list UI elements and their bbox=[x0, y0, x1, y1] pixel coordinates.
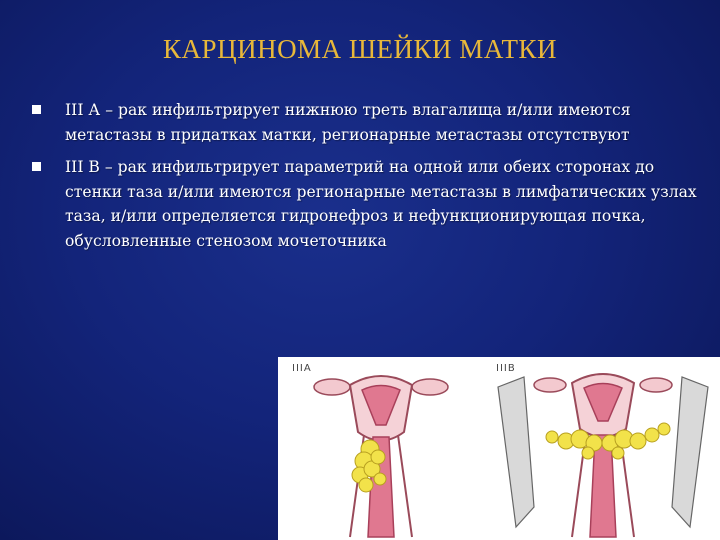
square-bullet-icon bbox=[32, 105, 41, 114]
ovary-shape bbox=[314, 379, 350, 395]
bullet-item bbox=[30, 155, 710, 253]
bullet-list bbox=[30, 98, 710, 261]
ovary-shape bbox=[412, 379, 448, 395]
ovary-shape bbox=[534, 378, 566, 392]
staging-illustration bbox=[278, 357, 720, 540]
pelvic-wall-shape bbox=[498, 377, 534, 527]
pelvic-wall-shape bbox=[672, 377, 708, 527]
slide-title: КАРЦИНОМА ШЕЙКИ МАТКИ bbox=[163, 34, 557, 64]
bullet-item bbox=[30, 98, 710, 147]
square-bullet-icon bbox=[32, 162, 41, 171]
panel-stage-3b bbox=[488, 357, 718, 540]
ovary-shape bbox=[640, 378, 672, 392]
uterus-3a-drawing bbox=[280, 357, 485, 540]
uterus-3b-drawing bbox=[488, 357, 718, 540]
bullet-text: III В – рак инфильтрирует параметрий на одной или обеих сторонах до стенки таза и/или имеются регионарные метастазы в лимфатических узлах таза, и/или определяется гидронефроз и нефункционирующая почка, обусловленные стенозом мочеточника bbox=[65, 158, 697, 250]
panel-label: IIIA bbox=[292, 363, 312, 374]
panel-label: IIIB bbox=[496, 363, 516, 374]
panel-stage-3a bbox=[280, 357, 485, 540]
bullet-text: III А – рак инфильтрирует нижнюю треть влагалища и/или имеются метастазы в придатках матки, регионарные метастазы отсутствуют bbox=[65, 101, 631, 144]
